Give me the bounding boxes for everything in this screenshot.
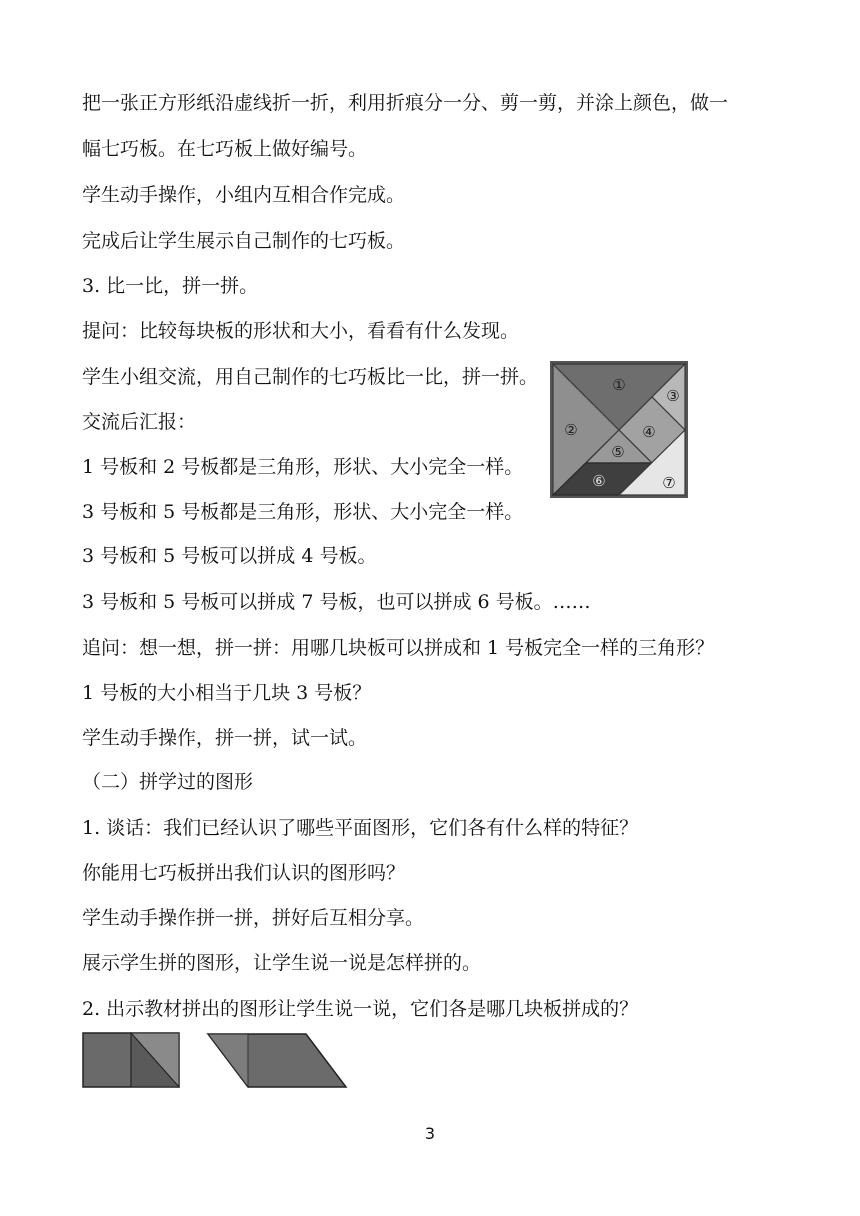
paragraph-line-21: 2. 出示教材拼出的图形让学生说一说，它们各是哪几块板拼成的？: [82, 998, 639, 1020]
paragraph-line-12: 3 号板和 5 号板可以拼成 7 号板，也可以拼成 6 号板。……: [82, 591, 591, 613]
paragraph-line-10: 3 号板和 5 号板都是三角形，形状、大小完全一样。: [82, 501, 524, 523]
paragraph-line-13: 追问：想一想，拼一拼：用哪几块板可以拼成和 1 号板完全一样的三角形？: [82, 637, 715, 659]
section-item-3: 3. 比一比，拼一拼。: [82, 275, 259, 297]
paragraph-line-6: 提问：比较每块板的形状和大小，看看有什么发现。: [82, 320, 520, 342]
paragraph-line-2: 幅七巧板。在七巧板上做好编号。: [82, 138, 368, 160]
tangram-label-4: ④: [642, 423, 656, 441]
tangram-label-6: ⑥: [592, 472, 606, 490]
paragraph-line-8: 交流后汇报：: [82, 411, 197, 433]
paragraph-line-20: 展示学生拼的图形，让学生说一说是怎样拼的。: [82, 952, 482, 974]
paragraph-line-4: 完成后让学生展示自己制作的七巧板。: [82, 230, 406, 252]
paragraph-line-1: 把一张正方形纸沿虚线折一折，利用折痕分一分、剪一剪，并涂上颜色，做一: [82, 92, 729, 114]
parallelogram-left-triangle: [208, 1034, 248, 1087]
tangram-label-3: ③: [666, 387, 680, 405]
tangram-image: [550, 361, 688, 498]
composed-rectangle-image: [82, 1032, 180, 1088]
section-heading: （二）拼学过的图形: [82, 771, 254, 793]
tangram-label-1: ①: [612, 376, 626, 394]
paragraph-line-3: 学生动手操作，小组内互相合作完成。: [82, 184, 406, 206]
paragraph-line-7: 学生小组交流，用自己制作的七巧板比一比，拼一拼。: [82, 366, 539, 388]
tangram-label-2: ②: [564, 421, 578, 439]
paragraph-line-11: 3 号板和 5 号板可以拼成 4 号板。: [82, 545, 377, 567]
tangram-label-7: ⑦: [662, 474, 676, 492]
paragraph-line-18: 你能用七巧板拼出我们认识的图形吗？: [82, 862, 406, 884]
paragraph-line-15: 学生动手操作，拼一拼，试一试。: [82, 727, 368, 749]
composed-parallelogram-image: [206, 1032, 348, 1088]
paragraph-line-14: 1 号板的大小相当于几块 3 号板？: [82, 682, 372, 704]
tangram-label-5: ⑤: [611, 443, 625, 461]
paragraph-line-19: 学生动手操作拼一拼，拼好后互相分享。: [82, 907, 425, 929]
paragraph-line-17: 1. 谈话：我们已经认识了哪些平面图形，它们各有什么样的特征？: [82, 817, 639, 839]
paragraph-line-9: 1 号板和 2 号板都是三角形，形状、大小完全一样。: [82, 456, 524, 478]
page-number: 3: [424, 1124, 436, 1143]
